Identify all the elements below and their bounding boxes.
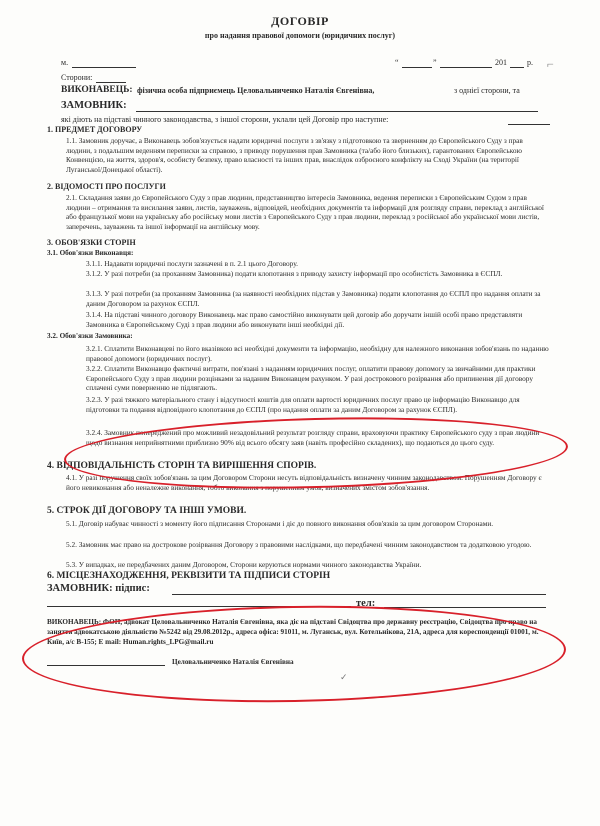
- section-3-1-3: 3.1.3. У разі потреби (за проханням Замовника (за наявності необхідних підстав у Замовника) подати клопотання до ЄСПЛ про надання оплати за даним Договором за рахунок ЄСПЛ.: [86, 289, 541, 308]
- section-3-1-4: 3.1.4. На підставі чинного договору Виконавець має право самостійно виконувати цей договір або доручати іншій особі право представляти Замовника в Європейському Суді з прав людини або виконувати інші необхідні дії.: [86, 310, 523, 329]
- customer-label: ЗАМОВНИК:: [61, 100, 127, 111]
- section-4-paragraph: 4.1. У разі порушення своїх зобов'язань за цим Договором Сторони несуть відповідальність визначену чинним законодавством. Порушенням Договору є його невиконання або неналежне виконання, тобто виконання з порушенням умов, визначених змістом зобов'язання.: [66, 473, 542, 492]
- section-5-paragraph-2: 5.2. Замовник має право на дострокове розірвання Договору з правовими наслідками, що передбачені чинним законодавством та додатковою угодою.: [66, 540, 532, 549]
- customer-text: які діють на підставі чинного законодавства, з іншої сторони, уклали цей Договір про наступне:: [61, 115, 389, 124]
- section-3-1-2: 3.1.2. У разі потреби (за проханням Замовника) подати клопотання з приводу захисту інформації про особистість Замовника в ЄСПЛ.: [86, 269, 503, 278]
- city-prefix: м.: [61, 58, 69, 67]
- section-5-paragraph-3: 5.3. У випадках, не передбачених даним Договором, Сторони керуються нормами чинного законодавства України.: [66, 560, 422, 569]
- customer-signature-label: ЗАМОВНИК: підпис:: [47, 583, 150, 594]
- section-5-paragraph-1: 5.1. Договір набуває чинності з моменту його підписання Сторонами і діє до повного виконання обов'язків за цим договором Сторонами.: [66, 519, 494, 528]
- section-3-2-2: 3.2.2. Сплатити Виконавцю фактичні витрати, пов'язані з наданням юридичних послуг, оплатити правову допомогу за звичайними для практики Європейського Суду з прав людини розцінками за наданим Виконавцем рахунком. У разі дострокового розірвання або припинення дії договору сплачені суми поверненню не підлягають.: [86, 364, 536, 393]
- date-close-quote: ”: [433, 58, 437, 67]
- section-3-1-1: 3.1.1. Надавати юридичні послуги зазначені в п. 2.1 цього Договору.: [86, 259, 298, 268]
- section-3-2-3: 3.2.3. У разі тяжкого матеріального стану і відсутності коштів для оплати вартості юридичних послуг право це інформацію Виконавцю для підготовки та подання відповідного клопотання до ЄСПЛ (про надання оплати за даним Договором за рахунок ЄСПЛ).: [86, 395, 520, 414]
- executor-details: ВИКОНАВЕЦЬ: ФОП, адвокат Целовальниченко Наталія Євгенівна, яка діє на підставі Свідоцтва про державну реєстрацію, Свідоцтва про право на заняття адвокатською діяльністю №5242 від 29.08.2012р., адреса офіса: 91011, м. Луганськ, вул. Котельнікова, 21А, адреса для кореспонденції 01001, м. Київ, а/с В-155; E mail: Human.rights_LPG@mail.ru: [47, 618, 539, 646]
- section-1-paragraph: 1.1. Замовник доручає, а Виконавець зобов'язується надати юридичні послуги з зв'язку з підготовкою та зверненням до Європейського Суду з прав людини, з подальшим веденням переписки за справою, з приводу порушення прав Замовника (та/або його близьких), гарантованих Європейською Конвенцією, на життя, здоров'я, особисту безпеку, право власності та інших прав, внаслідок озброєного конфлікту на Сході України (на території Луганської/Донецької області).: [66, 136, 523, 174]
- parties-blank-line: [96, 82, 126, 83]
- city-blank-line: [72, 67, 136, 68]
- section-3-2-1: 3.2.1. Сплатити Виконавцеві по його вказівкою всі необхідні документи та інформацію, необхідну для належного виконання зобов'язань по наданню правової допомоги (юридичних послуг).: [86, 344, 549, 363]
- year-blank-line: [510, 67, 524, 68]
- parties-label: Сторони:: [61, 73, 93, 82]
- month-blank-line: [440, 67, 492, 68]
- section-3-title: 3. ОБОВ'ЯЗКИ СТОРІН: [47, 238, 136, 247]
- year-prefix: 201: [495, 58, 507, 67]
- section-3-2-title: 3.2. Обов'язки Замовника:: [47, 332, 133, 340]
- pen-mark-small: ✓: [340, 672, 348, 682]
- section-3-2-4: 3.2.4. Замовник попереджений про можливий незадовільний результат розгляду справи, враховуючи практику Європейського суду з прав людини щодо визнання неприйнятними приблизно 90% від всього обсягу заяв (навіть професійно складених), що подаються до цього суду.: [86, 428, 540, 447]
- customer-blank-line-2: [508, 124, 550, 125]
- document-title: ДОГОВІР: [271, 14, 329, 28]
- executor-name: фізична особа підприємець Целовальниченко Наталія Євгенівна,: [137, 86, 375, 95]
- year-suffix: р.: [527, 58, 533, 67]
- customer-blank-line: [136, 111, 538, 112]
- executor-signature-name: Целовальниченко Наталія Євгенівна: [172, 658, 294, 666]
- section-6-title: 6. МІСЦЕЗНАХОДЖЕННЯ, РЕКВІЗИТИ ТА ПІДПИСИ СТОРІН: [47, 571, 331, 581]
- day-blank-line: [402, 67, 432, 68]
- customer-signature-line: [172, 594, 546, 595]
- document-subtitle: про надання правової допомоги (юридичних послуг): [204, 31, 396, 40]
- pen-mark: ⌐: [547, 57, 554, 71]
- section-2-title: 2. ВІДОМОСТІ ПРО ПОСЛУГИ: [47, 182, 166, 191]
- section-1-title: 1. ПРЕДМЕТ ДОГОВОРУ: [47, 125, 143, 134]
- executor-label: ВИКОНАВЕЦЬ:: [61, 85, 133, 95]
- tel-label: тел:: [356, 598, 376, 609]
- section-4-title: 4. ВІДПОВІДАЛЬНІСТЬ СТОРІН ТА ВИРІШЕННЯ СПОРІВ.: [47, 461, 317, 471]
- executor-suffix: з однієї сторони, та: [454, 86, 520, 95]
- section-3-1-title: 3.1. Обов'язки Виконавця:: [47, 249, 134, 257]
- section-5-title: 5. СТРОК ДІЇ ДОГОВОРУ ТА ІНШІ УМОВИ.: [47, 506, 247, 516]
- date-open-quote: “: [395, 58, 399, 67]
- section-2-paragraph: 2.1. Складання заяви до Європейського Суду з прав людини, представництво інтересів Замовника, ведення переписки з Європейським Судом з прав людини – отримання та висилання заяви, листів, зауважень, відповідей, необхідних документів та інформації для розгляду справи, переклад з англійської або французької мови на українську або російську мови листів з Європейського Суду з прав людини, переклад з російської або української мови листів, заперечень, зауважень та іншої інформації на англійську мову.: [66, 193, 544, 231]
